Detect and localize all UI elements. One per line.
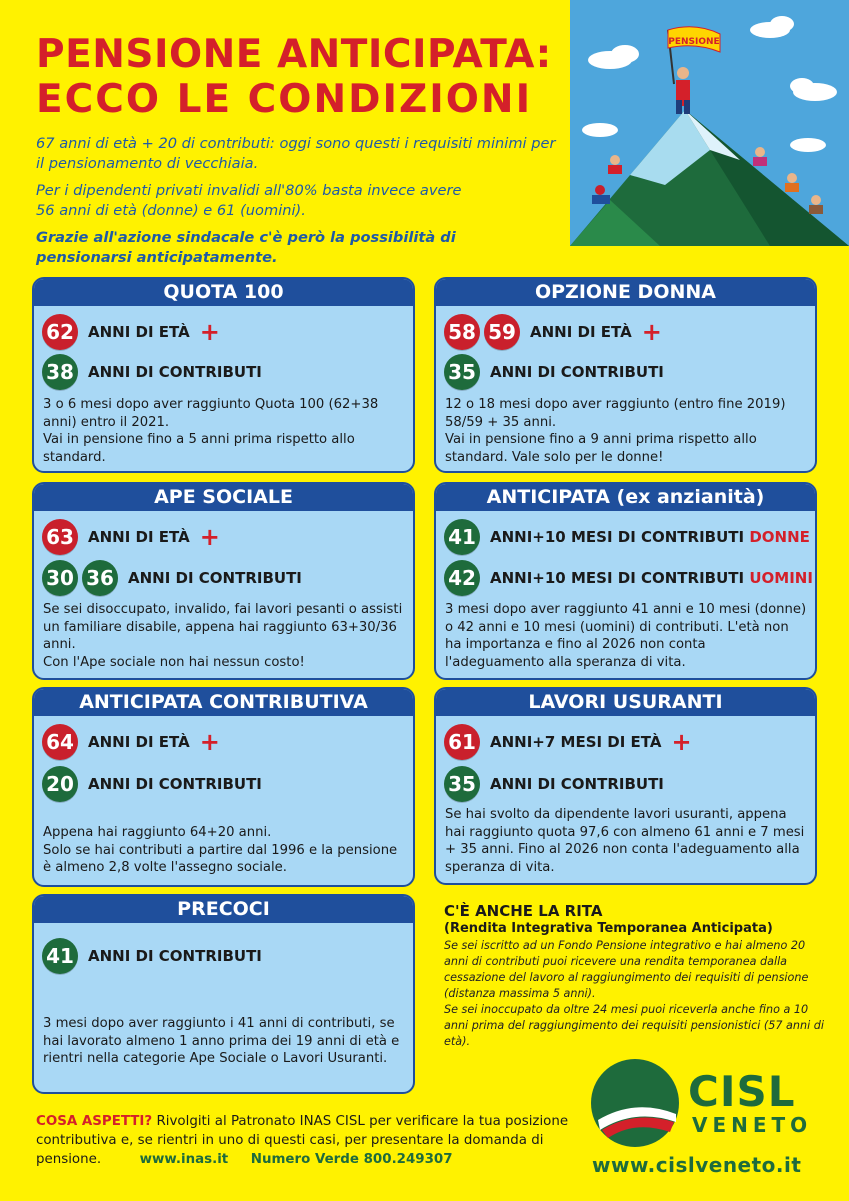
footer-cta <box>36 1112 576 1169</box>
desc-line-2: Solo se hai contributi a partire dal 1996 e la pensione è almeno 2,8 volte l'assegno sociale. <box>43 842 398 875</box>
age-badge-58: 58 <box>444 314 480 350</box>
card-description <box>445 396 809 466</box>
donne-label <box>490 528 810 546</box>
card-title: APE SOCIALE <box>34 484 413 511</box>
contrib-badge: 38 <box>42 354 78 390</box>
donne-label-text: ANNI+10 MESI DI CONTRIBUTI <box>490 528 745 546</box>
rita-body <box>444 938 824 1050</box>
desc-line-1: Se hai svolto da dipendente lavori usuranti, appena hai raggiunto quota 97,6 con almeno 61 anni e 7 mesi + 35 anni. Fino al 2026 non conta l'adeguamento alla speranza di vita. <box>445 807 805 875</box>
contrib-row <box>444 354 664 390</box>
age-label: ANNI DI ETÀ <box>530 323 632 341</box>
desc-line-1: 3 mesi dopo aver raggiunto 41 anni e 10 mesi (donne) o 42 anni e 10 mesi (uomini) di contributi. L'età non ha importanza e fino al 2026 non conta l'adeguamento alla speranza di vita. <box>445 602 807 670</box>
intro-paragraph-2 <box>36 181 556 221</box>
age-row <box>444 724 692 760</box>
intro-paragraph-3: Grazie all'azione sindacale c'è però la possibilità di pensionarsi anticipatamente. <box>36 229 456 266</box>
cisl-logo-icon <box>590 1058 680 1148</box>
card-quota-100 <box>32 277 415 473</box>
intro-text <box>36 134 556 275</box>
cisl-site-link[interactable]: www.cislveneto.it <box>592 1153 802 1177</box>
age-badge: 62 <box>42 314 78 350</box>
intro-paragraph-2a: Per i dipendenti privati invalidi all'80% basta invece avere <box>36 182 462 199</box>
desc-line-1: 12 o 18 mesi dopo aver raggiunto (entro fine 2019) 58/59 + 35 anni. <box>445 397 786 430</box>
age-row <box>42 724 220 760</box>
contrib-row <box>42 560 302 596</box>
contrib-row <box>42 766 262 802</box>
age-badge-59: 59 <box>484 314 520 350</box>
age-badge: 63 <box>42 519 78 555</box>
card-title: OPZIONE DONNA <box>436 279 815 306</box>
desc-line-2: Vai in pensione fino a 5 anni prima rispetto allo standard. <box>43 432 355 465</box>
donne-badge: 41 <box>444 519 480 555</box>
contrib-label: ANNI DI CONTRIBUTI <box>88 775 262 793</box>
age-row <box>42 314 220 350</box>
inas-site-link[interactable]: www.inas.it <box>139 1152 229 1167</box>
age-row <box>42 519 220 555</box>
card-anticipata-contributiva <box>32 687 415 887</box>
desc-line-1: 3 mesi dopo aver raggiunto i 41 anni di contributi, se hai lavorato almeno 1 anno prima dei 19 anni di età e rientri nella categorie Ape Sociale o Lavori Usuranti. <box>43 1016 400 1066</box>
rita-paragraph-1: Se sei iscritto ad un Fondo Pensione integrativo e hai almeno 20 anni di contributi puoi ricevere una rendita temporanea dalla cessazione del lavoro al raggiungimento dei requisiti di pensione (distanza massima 5 anni). <box>444 939 809 1000</box>
card-opzione-donna <box>434 277 817 473</box>
card-description <box>43 1015 407 1068</box>
age-badge: 61 <box>444 724 480 760</box>
plus-icon: + <box>641 318 662 346</box>
mountain-illustration <box>570 0 849 246</box>
plus-icon: + <box>199 318 220 346</box>
title-line-1: PENSIONE ANTICIPATA: <box>36 32 552 77</box>
desc-line-1: Se sei disoccupato, invalido, fai lavori pesanti o assisti un familiare disabile, appena hai raggiunto 63+30/36 anni. <box>43 602 403 652</box>
age-label: ANNI DI ETÀ <box>88 528 190 546</box>
contrib-label: ANNI DI CONTRIBUTI <box>490 775 664 793</box>
logo-region: VENETO <box>692 1113 813 1137</box>
intro-paragraph-1: 67 anni di età + 20 di contributi: oggi sono questi i requisiti minimi per il pensionamento di vecchiaia. <box>36 135 556 172</box>
plus-icon: + <box>671 728 692 756</box>
footer-text: Rivolgiti al Patronato INAS CISL per verificare la tua posizione contributiva e, se rientri in uno di questi casi, per presentare la domanda di pensione. <box>36 1114 569 1167</box>
cisl-logo <box>590 1058 820 1178</box>
contrib-badge-30: 30 <box>42 560 78 596</box>
contrib-label: ANNI DI CONTRIBUTI <box>490 363 664 381</box>
intro-paragraph-2b: 56 anni di età (donne) e 61 (uomini). <box>36 202 306 219</box>
card-description <box>445 806 809 876</box>
card-description <box>43 396 407 466</box>
card-title: LAVORI USURANTI <box>436 689 815 716</box>
rita-paragraph-2: Se sei inoccupato da oltre 24 mesi puoi riceverla anche fino a 10 anni prima del raggiungimento dei requisiti pensionistici (57 anni di età). <box>444 1003 824 1048</box>
card-description <box>445 601 809 671</box>
donne-row <box>444 519 810 555</box>
plus-icon: + <box>199 523 220 551</box>
rita-title: C'È ANCHE LA RITA <box>444 902 603 920</box>
card-lavori-usuranti <box>434 687 817 885</box>
age-label: ANNI DI ETÀ <box>88 323 190 341</box>
desc-line-2: Con l'Ape sociale non hai nessun costo! <box>43 654 305 670</box>
contrib-row <box>444 766 664 802</box>
title-line-2: ECCO LE CONDIZIONI <box>36 77 533 122</box>
plus-icon: + <box>199 728 220 756</box>
uomini-label <box>490 569 813 587</box>
card-title: ANTICIPATA CONTRIBUTIVA <box>34 689 413 716</box>
contrib-badge-36: 36 <box>82 560 118 596</box>
uomini-label-text: ANNI+10 MESI DI CONTRIBUTI <box>490 569 745 587</box>
contrib-row <box>42 354 262 390</box>
rita-section <box>444 902 824 1050</box>
age-label: ANNI DI ETÀ <box>88 733 190 751</box>
footer-heading: COSA ASPETTI? <box>36 1114 153 1129</box>
desc-line-1: 3 o 6 mesi dopo aver raggiunto Quota 100 (62+38 anni) entro il 2021. <box>43 397 379 430</box>
flag-label: PENSIONE <box>668 37 720 47</box>
age-label: ANNI+7 MESI DI ETÀ <box>490 733 662 751</box>
page-title <box>36 32 552 122</box>
contrib-badge: 35 <box>444 354 480 390</box>
card-title: PRECOCI <box>34 896 413 923</box>
contrib-row <box>42 938 262 974</box>
donne-tag: DONNE <box>749 528 810 546</box>
card-precoci <box>32 894 415 1094</box>
uomini-tag: UOMINI <box>749 569 813 587</box>
contrib-label: ANNI DI CONTRIBUTI <box>128 569 302 587</box>
contrib-label: ANNI DI CONTRIBUTI <box>88 363 262 381</box>
age-row <box>444 314 662 350</box>
contrib-badge: 35 <box>444 766 480 802</box>
numero-verde: Numero Verde 800.249307 <box>250 1152 453 1167</box>
card-anticipata-anzianita <box>434 482 817 680</box>
logo-name: CISL <box>688 1067 796 1116</box>
uomini-badge: 42 <box>444 560 480 596</box>
card-title: ANTICIPATA (ex anzianità) <box>436 484 815 511</box>
desc-line-1: Appena hai raggiunto 64+20 anni. <box>43 825 272 840</box>
contrib-label: ANNI DI CONTRIBUTI <box>88 947 262 965</box>
age-badge: 64 <box>42 724 78 760</box>
desc-line-2: Vai in pensione fino a 9 anni prima rispetto allo standard. Vale solo per le donne! <box>445 432 757 465</box>
rita-subtitle: (Rendita Integrativa Temporanea Anticipata) <box>444 921 773 936</box>
card-description <box>43 824 407 877</box>
card-description <box>43 601 407 671</box>
uomini-row <box>444 560 813 596</box>
contrib-badge: 20 <box>42 766 78 802</box>
card-title: QUOTA 100 <box>34 279 413 306</box>
contrib-badge: 41 <box>42 938 78 974</box>
card-ape-sociale <box>32 482 415 680</box>
